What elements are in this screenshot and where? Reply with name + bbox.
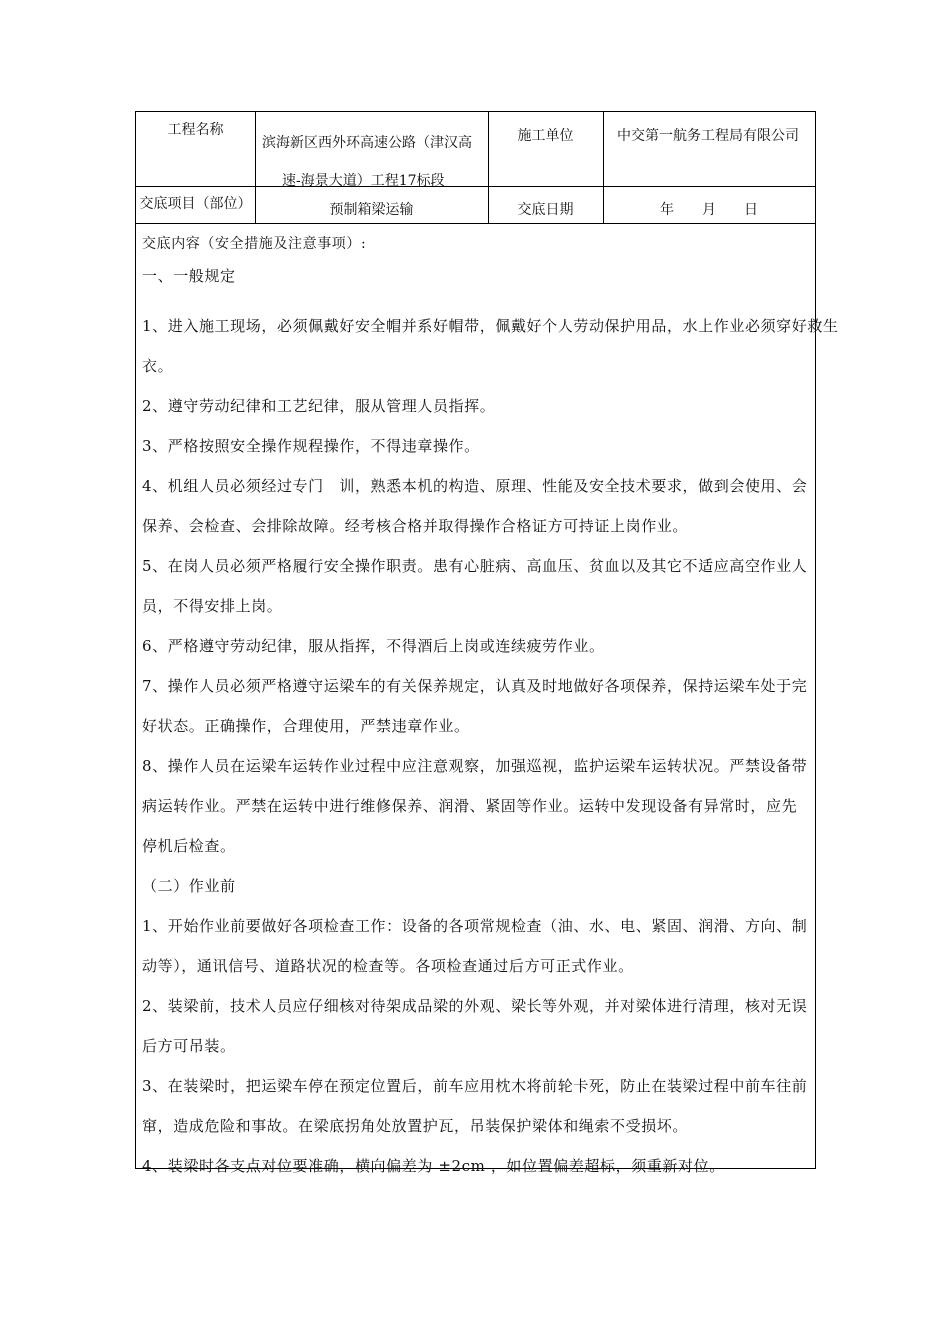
project-name-value: [262, 124, 484, 200]
general-rule-8: 8、操作人员在运梁车运转作业过程中应注意观察，加强巡视，监护运梁车运转状况。严禁设备带病运转作业。严禁在运转中进行维修保养、润滑、紧固等作业。运转中发现设备有异常时，应先停机后检查。: [142, 757, 808, 855]
before-work-rule-2: 2、装梁前，技术人员应仔细核对待架成品梁的外观、梁长等外观，并对梁体进行清理，核对无误后方可吊装。: [142, 997, 808, 1055]
row-divider-2: [136, 223, 815, 224]
general-rule-7: 7、操作人员必须严格遵守运梁车的有关保养规定，认真及时地做好各项保养，保持运梁车处于完好状态。正确操作，合理使用，严禁违章作业。: [142, 677, 808, 735]
disclosure-content: [142, 234, 854, 1186]
general-rule-2: 2、遵守劳动纪律和工艺纪律，服从管理人员指挥。: [142, 397, 496, 415]
before-work-rule-1: 1、开始作业前要做好各项检查工作：设备的各项常规检查（油、水、电、紧固、润滑、方向、制动等），通讯信号、道路状况的检查等。各项检查通过后方可正式作业。: [142, 917, 808, 975]
project-name-line2: 速-海景大道）工程17标段: [282, 173, 445, 189]
general-rule-6: 6、严格遵守劳动纪律，服从指挥，不得酒后上岗或连续疲劳作业。: [142, 637, 605, 655]
before-work-rule-3: 3、在装梁时，把运梁车停在预定位置后，前车应用枕木将前轮卡死，防止在装梁过程中前车往前窜，造成危险和事故。在梁底拐角处放置护瓦，吊装保护梁体和绳索不受损坏。: [142, 1077, 808, 1135]
section-general-title: 一、一般规定: [142, 267, 236, 285]
construction-unit-label: 施工单位: [517, 128, 574, 144]
construction-unit-value: 中交第一航务工程局有限公司: [617, 128, 799, 144]
section-before-work-title: （二）作业前: [142, 877, 236, 895]
disclosure-item-value: 预制箱梁运输: [329, 202, 414, 218]
disclosure-date-value: 年 月 日: [660, 202, 758, 218]
general-rule-5: 5、在岗人员必须严格履行安全操作职责。患有心脏病、高血压、贫血以及其它不适应高空作业人员，不得安排上岗。: [142, 557, 808, 615]
disclosure-form: [135, 111, 839, 1175]
project-name-line1: 滨海新区西外环高速公路（津汉高: [262, 135, 472, 151]
project-name-label: 工程名称: [167, 122, 224, 138]
content-intro: 交底内容（安全措施及注意事项）:: [142, 236, 367, 252]
disclosure-item-label: 交底项目（部位）: [139, 196, 252, 212]
general-rule-3: 3、严格按照安全操作规程操作，不得违章操作。: [142, 437, 480, 455]
general-rule-1: 1、进入施工现场，必须佩戴好安全帽并系好帽带，佩戴好个人劳动保护用品，水上作业必须穿好救生衣。: [142, 317, 839, 375]
general-rule-4: 4、机组人员必须经过专门 训，熟悉本机的构造、原理、性能及安全技术要求，做到会使用、会保养、会检查、会排除故障。经考核合格并取得操作合格证方可持证上岗作业。: [142, 477, 808, 535]
before-work-rule-4: 4、装梁时各支点对位要准确，横向偏差为 ±2cm ，如位置偏差超标，须重新对位。: [142, 1157, 725, 1175]
disclosure-date-label: 交底日期: [517, 202, 574, 218]
